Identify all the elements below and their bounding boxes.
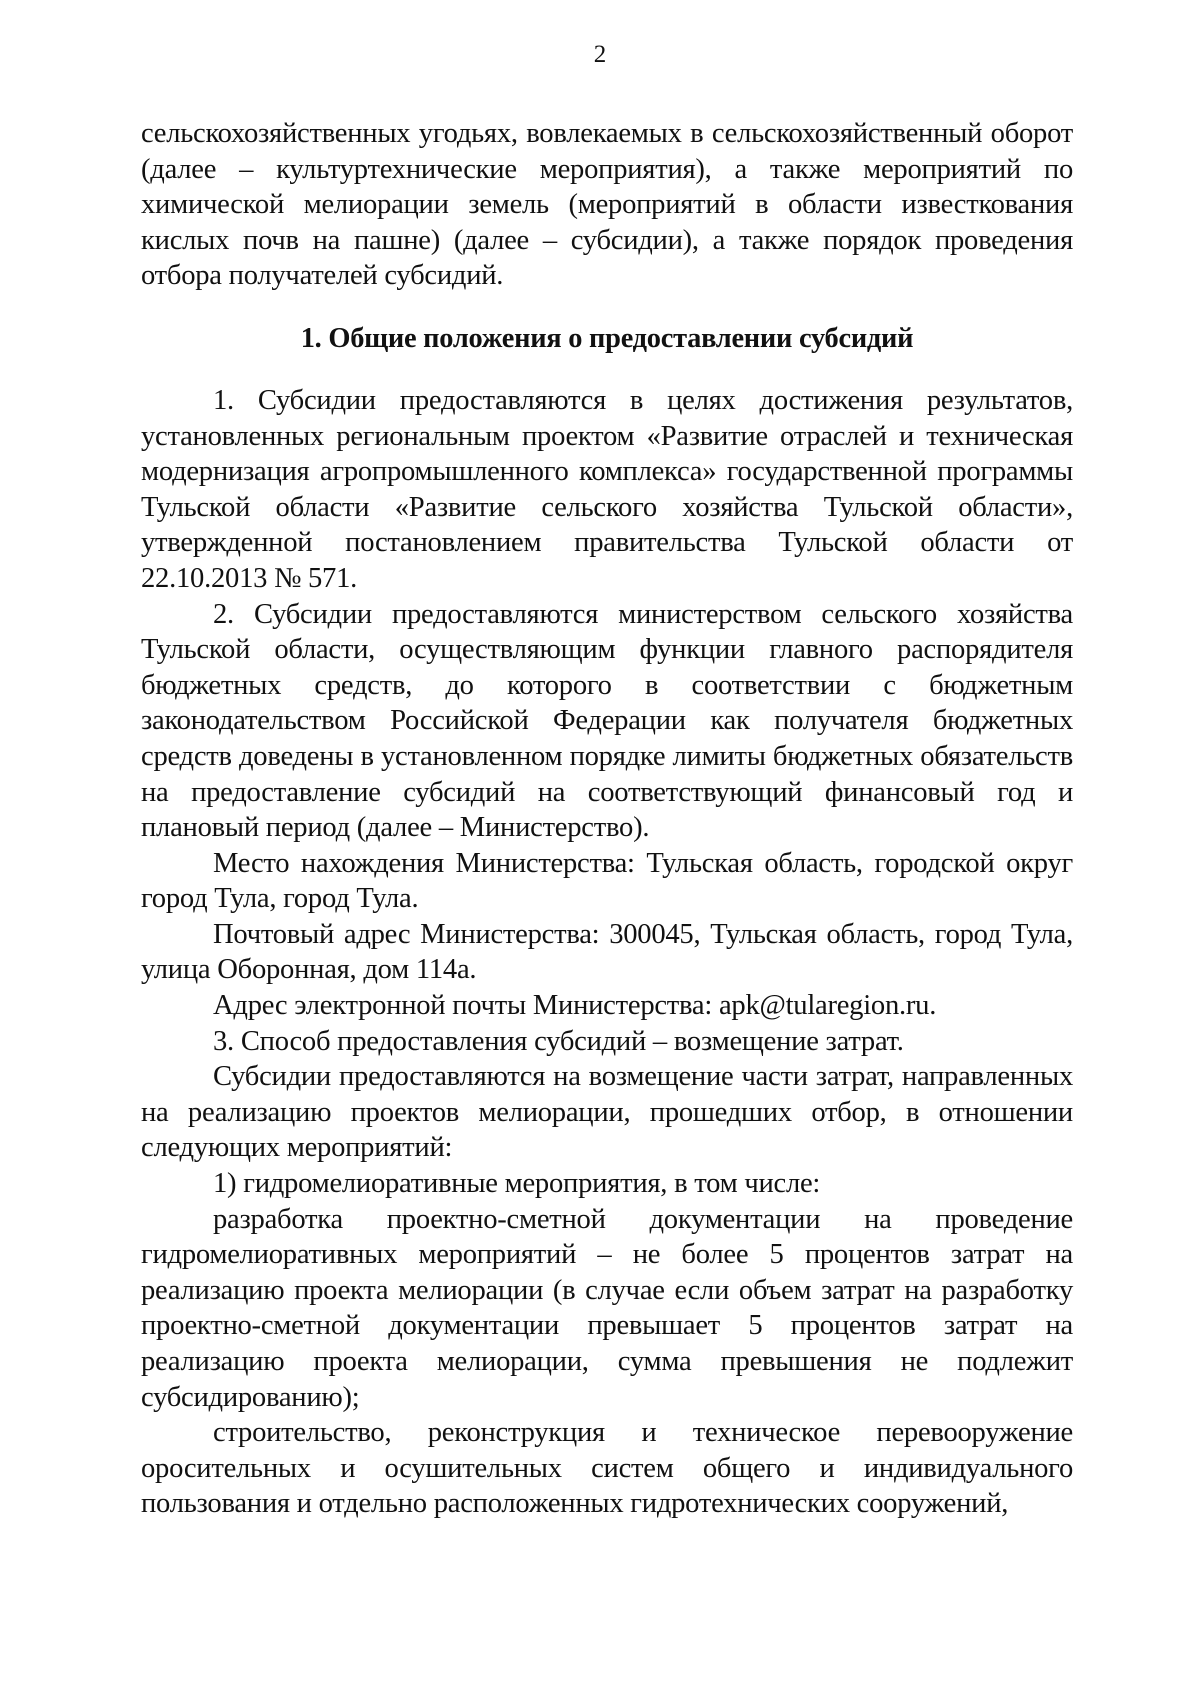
ministry-email: Адрес электронной почты Министерства: apk@tularegion.ru.: [213, 990, 937, 1022]
ministry-location: Место нахождения Министерства: Тульская область, городской округ город Тула, город Тула.: [141, 847, 1073, 915]
subsidy-purpose-paragraph: Субсидии предоставляются на возмещение части затрат, направленных на реализацию проектов мелиорации, прошедших отбор, в отношении следующих мероприятий:: [141, 1061, 1073, 1164]
paragraph-1: 1. Субсидии предоставляются в целях достижения результатов, установленных региональным проектом «Развитие отраслей и техническая модернизация агропромышленного комплекса» государственной программы Тульской области «Развитие сельского хозяйства Тульской области», утвержденной постановлением правительства Тульской области от 22.10.2013 № 571.: [141, 384, 1073, 594]
list-item-hydro: 1) гидромелиоративные мероприятия, в том числе:: [213, 1168, 821, 1200]
document-body: [141, 116, 1073, 1522]
section-heading: 1. Общие положения о предоставлении субсидий: [300, 322, 914, 354]
ministry-postal-address: Почтовый адрес Министерства: 300045, Тульская область, город Тула, улица Оборонная, дом 114а.: [141, 918, 1073, 986]
paragraph-2: 2. Субсидии предоставляются министерством сельского хозяйства Тульской области, осуществляющим функции главного распорядителя бюджетных средств, до которого в соответствии с бюджетным законодательством Российской Федерации как получателя бюджетных средств доведены в установленном порядке лимиты бюджетных обязательств на предоставление субсидий на соответствующий финансовый год и плановый период (далее – Министерство).: [141, 598, 1073, 844]
paragraph-3: 3. Способ предоставления субсидий – возмещение затрат.: [213, 1025, 904, 1057]
list-item-design-docs: разработка проектно-сметной документации на проведение гидромелиоративных мероприятий – не более 5 процентов затрат на реализацию проекта мелиорации (в случае если объем затрат на разработку проектно-сметной документации превышает 5 процентов затрат на реализацию проекта мелиорации, сумма превышения не подлежит субсидированию);: [141, 1203, 1073, 1413]
list-item-construction: строительство, реконструкция и техническое перевооружение оросительных и осушительных систем общего и индивидуального пользования и отдельно расположенных гидротехнических сооружений,: [141, 1417, 1073, 1520]
intro-paragraph: сельскохозяйственных угодьях, вовлекаемых в сельскохозяйственный оборот (далее – культуртехнические мероприятия), а также мероприятий по химической мелиорации земель (мероприятий в области известкования кислых почв на пашне) (далее – субсидии), а также порядок проведения отбора получателей субсидий.: [141, 118, 1073, 292]
page-number: 2: [593, 41, 607, 68]
